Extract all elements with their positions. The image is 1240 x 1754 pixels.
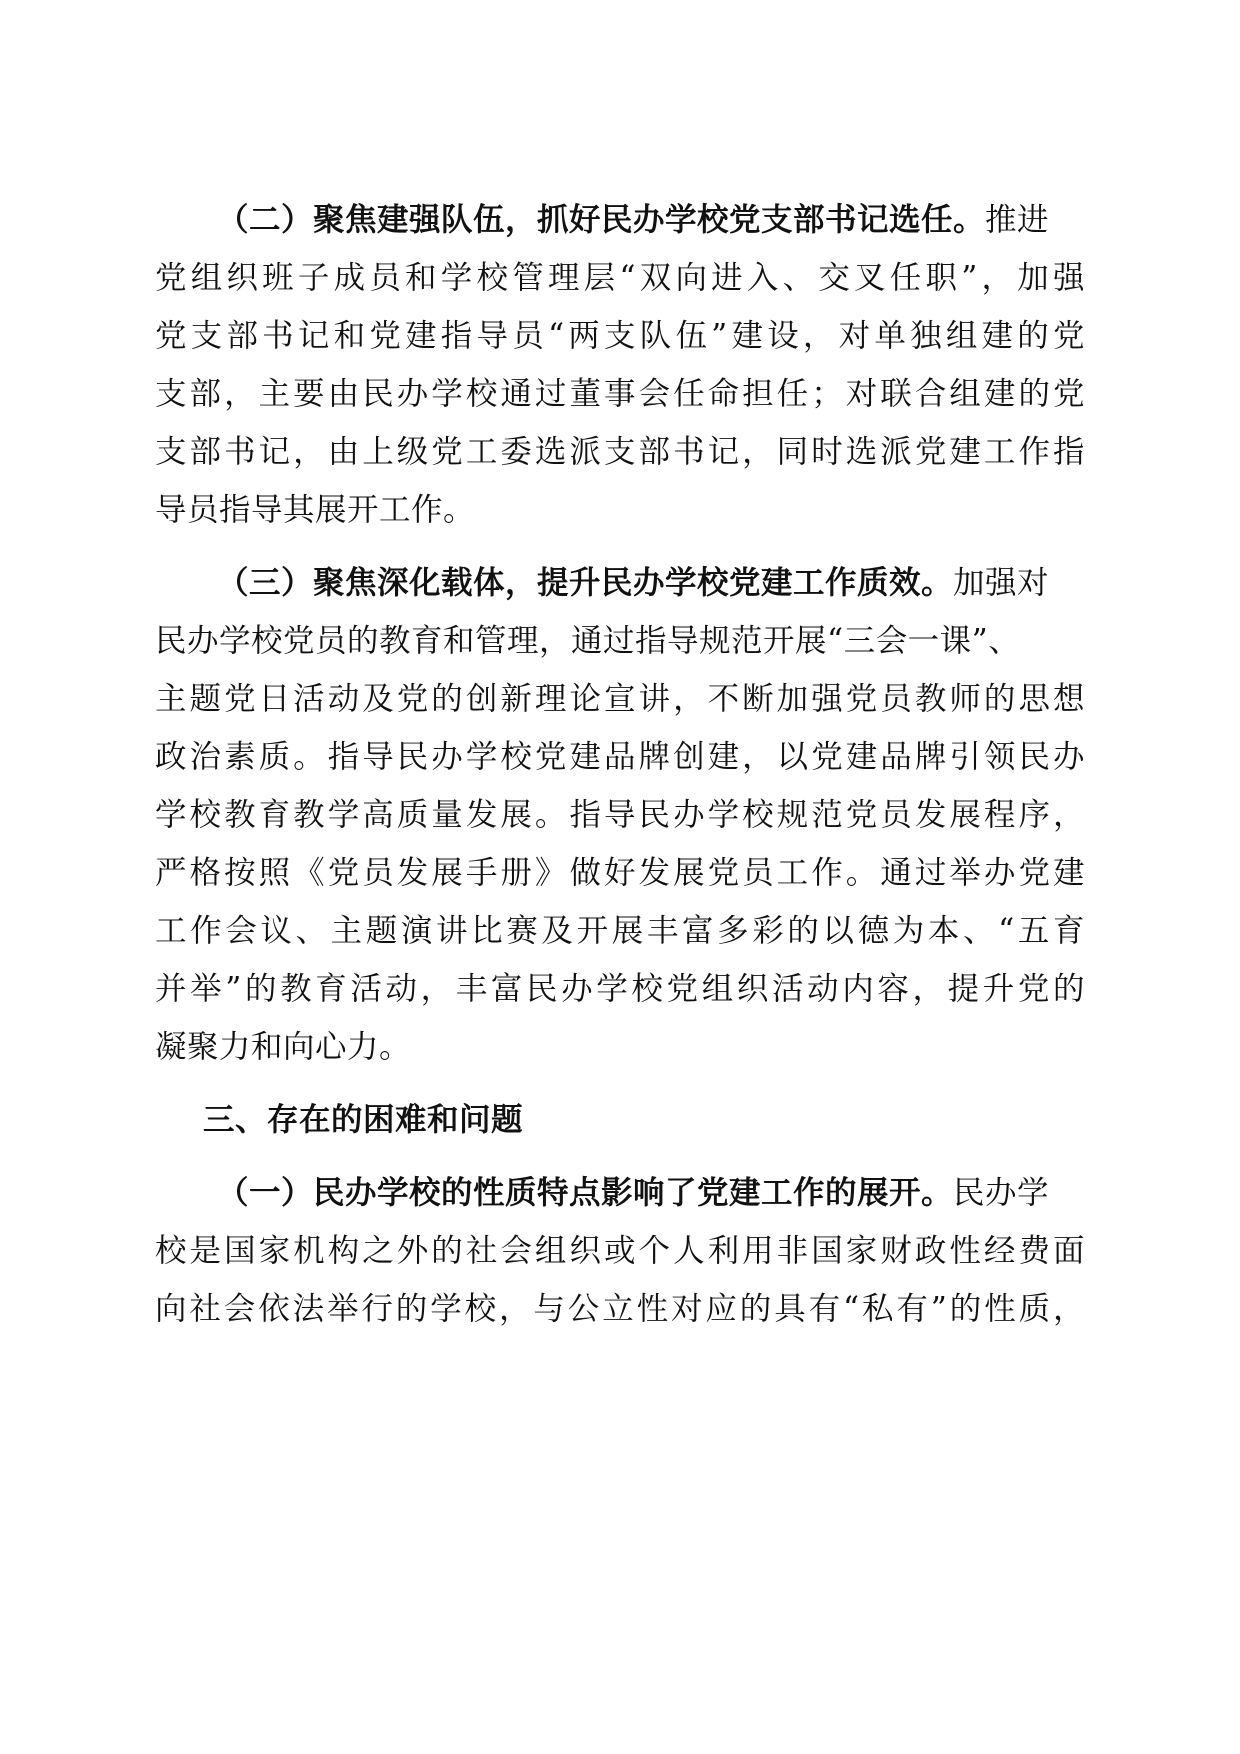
section-lead: （一）民办学校的性质特点影响了党建工作的展开。 [217,1175,954,1211]
paragraph-text: 推进 [985,202,1050,238]
paragraph-line [217,558,1147,608]
paragraph-line: 学校教育教学高质量发展。指导民办学校规范党员发展程序， [155,797,1085,833]
paragraph-text: 民办学 [953,1175,1050,1211]
paragraph-line: 凝聚力和向心力。 [155,1029,412,1065]
paragraph-line [217,1168,1147,1218]
heading-text: 三、存在的困难和问题 [203,1102,524,1138]
section-lead: （三）聚焦深化载体，提升民办学校党建工作质效。 [217,565,954,601]
paragraph-line: 并举”的教育活动，丰富民办学校党组织活动内容，提升党的 [155,971,1085,1007]
paragraph-line: 党支部书记和党建指导员“两支队伍”建设，对单独组建的党 [155,318,1085,354]
paragraph-text: 加强对 [953,565,1050,601]
paragraph-line: 党组织班子成员和学校管理层“双向进入、交叉任职”，加强 [155,260,1085,296]
section-lead: （二）聚焦建强队伍，抓好民办学校党支部书记选任。 [217,202,986,238]
paragraph-line: 支部书记，由上级党工委选派支部书记，同时选派党建工作指 [155,434,1085,470]
paragraph-line: 主题党日活动及党的创新理论宣讲，不断加强党员教师的思想 [155,681,1085,717]
paragraph-line: 校是国家机构之外的社会组织或个人利用非国家财政性经费面 [155,1233,1085,1269]
paragraph-line: 民办学校党员的教育和管理，通过指导规范开展“三会一课”、 [155,623,1021,659]
paragraph-line: 向社会依法举行的学校，与公立性对应的具有“私有”的性质， [155,1291,1085,1327]
paragraph-line [217,195,1147,245]
paragraph-line: 工作会议、主题演讲比赛及开展丰富多彩的以德为本、“五育 [155,913,1085,949]
paragraph-line: 支部，主要由民办学校通过董事会任命担任；对联合组建的党 [155,376,1085,412]
section-heading [203,1095,1133,1145]
paragraph-line: 导员指导其展开工作。 [155,492,476,528]
paragraph-line: 严格按照《党员发展手册》做好发展党员工作。通过举办党建 [155,855,1085,891]
paragraph-line: 政治素质。指导民办学校党建品牌创建，以党建品牌引领民办 [155,739,1085,775]
